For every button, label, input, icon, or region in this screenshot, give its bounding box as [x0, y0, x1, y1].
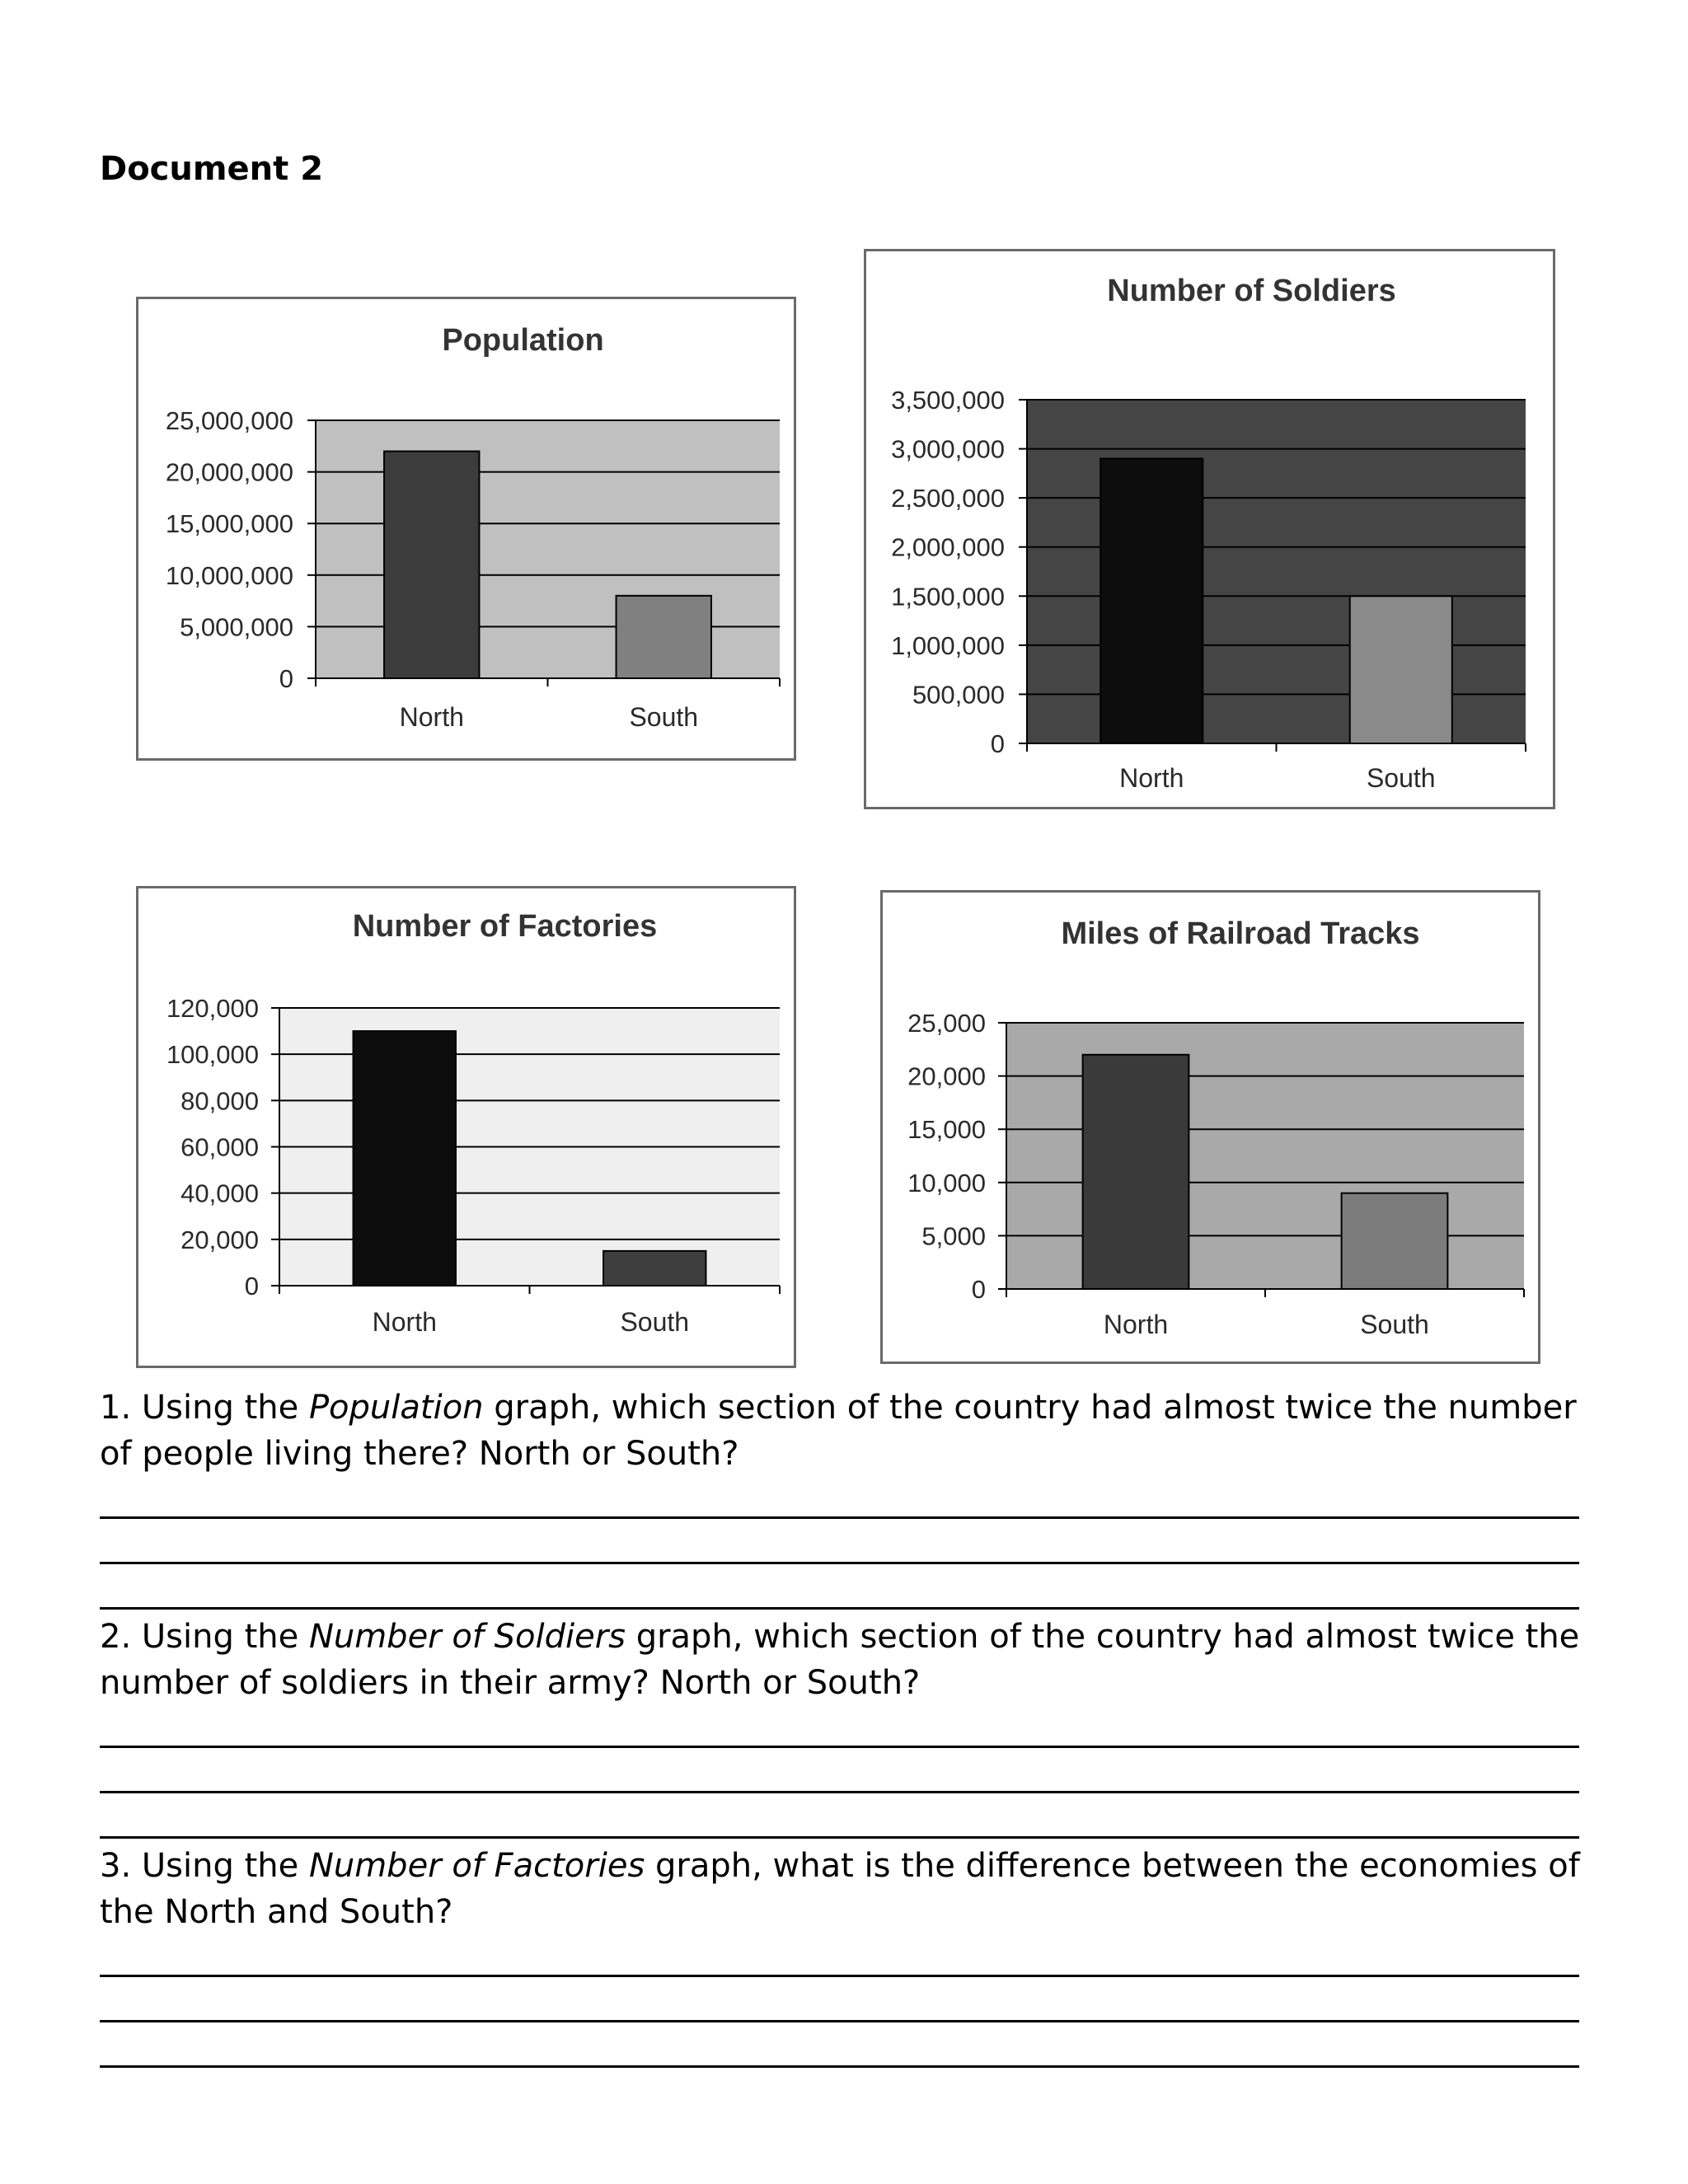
- chart-3-bar-north: [1083, 1055, 1189, 1289]
- question-2-text: graph, which section of the country had almost twice the number of soldiers in their army? North or South?: [100, 1618, 1580, 1702]
- chart-1-ytick-label: 500,000: [912, 680, 1005, 710]
- question-1-text: graph, which section of the country had almost twice the number of people living there? North or South?: [100, 1389, 1577, 1473]
- soldiers-chart-svg: [866, 251, 1558, 812]
- railroad-chart: [880, 890, 1540, 1364]
- answer-line-3c[interactable]: [100, 2065, 1579, 2068]
- answer-line-1c[interactable]: [100, 1607, 1579, 1610]
- chart-2-category-label: North: [372, 1307, 437, 1337]
- factories-chart-svg: [138, 888, 799, 1371]
- population-chart: [136, 297, 796, 761]
- railroad-chart-svg: [883, 893, 1543, 1366]
- question-1-graph-name: Population: [308, 1389, 484, 1427]
- chart-2-bar-south: [603, 1251, 706, 1286]
- answer-line-2c[interactable]: [100, 1836, 1579, 1839]
- page-title: Document 2: [100, 150, 324, 188]
- chart-0-category-label: North: [399, 702, 464, 732]
- question-3-prefix: 3. Using the: [100, 1847, 309, 1885]
- chart-2-ytick-label: 40,000: [181, 1179, 259, 1208]
- question-2-prefix: 2. Using the: [100, 1618, 309, 1656]
- question-3-text: graph, what is the difference between the economies of the North and South?: [100, 1847, 1580, 1931]
- chart-2-title: Number of Factories: [352, 909, 658, 944]
- soldiers-chart: [864, 249, 1555, 809]
- chart-2-ytick-label: 60,000: [181, 1132, 259, 1162]
- chart-0-bar-south: [617, 596, 711, 678]
- factories-chart: [136, 886, 796, 1368]
- chart-1-ytick-label: 1,500,000: [891, 582, 1005, 612]
- chart-3-ytick-label: 15,000: [907, 1115, 986, 1145]
- chart-3-ytick-label: 20,000: [907, 1062, 986, 1091]
- chart-3-bar-south: [1342, 1193, 1448, 1289]
- chart-3-category-label: South: [1360, 1310, 1429, 1339]
- chart-1-ytick-label: 2,500,000: [891, 484, 1005, 513]
- chart-3-category-label: North: [1103, 1310, 1169, 1339]
- answer-line-3b[interactable]: [100, 2020, 1579, 2022]
- population-chart-svg: [138, 299, 799, 763]
- chart-3-ytick-label: 25,000: [907, 1009, 986, 1038]
- question-3: [100, 1843, 1583, 1935]
- question-1: [100, 1385, 1583, 1477]
- chart-2-bar-north: [354, 1031, 456, 1286]
- chart-1-ytick-label: 0: [990, 729, 1005, 758]
- question-2: [100, 1614, 1583, 1706]
- chart-0-ytick-label: 10,000,000: [165, 560, 293, 590]
- chart-0-bar-north: [384, 452, 479, 678]
- question-3-graph-name: Number of Factories: [308, 1847, 645, 1885]
- chart-1-bar-south: [1350, 596, 1452, 743]
- answer-line-2a[interactable]: [100, 1746, 1579, 1748]
- answer-line-3a[interactable]: [100, 1975, 1579, 1977]
- answer-line-1a[interactable]: [100, 1516, 1579, 1519]
- question-2-graph-name: Number of Soldiers: [308, 1618, 626, 1656]
- chart-0-ytick-label: 25,000,000: [165, 406, 293, 435]
- chart-2-category-label: South: [620, 1307, 690, 1337]
- chart-1-ytick-label: 3,500,000: [891, 386, 1005, 415]
- chart-0-ytick-label: 0: [279, 664, 293, 693]
- answer-line-1b[interactable]: [100, 1562, 1579, 1564]
- chart-2-ytick-label: 100,000: [166, 1040, 259, 1070]
- chart-1-bar-north: [1100, 458, 1203, 743]
- chart-3-ytick-label: 0: [971, 1275, 986, 1304]
- chart-1-category-label: North: [1119, 763, 1184, 793]
- chart-3-ytick-label: 10,000: [907, 1168, 986, 1197]
- chart-0-title: Population: [442, 323, 604, 358]
- question-1-prefix: 1. Using the: [100, 1389, 309, 1427]
- chart-2-ytick-label: 20,000: [181, 1225, 259, 1254]
- chart-1-ytick-label: 2,000,000: [891, 532, 1005, 562]
- chart-0-ytick-label: 20,000,000: [165, 457, 293, 487]
- answer-line-2b[interactable]: [100, 1791, 1579, 1793]
- chart-2-ytick-label: 0: [244, 1272, 259, 1301]
- chart-0-category-label: South: [629, 702, 699, 732]
- chart-1-category-label: South: [1366, 763, 1436, 793]
- chart-0-ytick-label: 15,000,000: [165, 509, 293, 539]
- chart-1-ytick-label: 1,000,000: [891, 630, 1005, 660]
- chart-0-ytick-label: 5,000,000: [180, 612, 293, 642]
- chart-1-ytick-label: 3,000,000: [891, 434, 1005, 464]
- chart-2-ytick-label: 80,000: [181, 1086, 259, 1116]
- chart-3-title: Miles of Railroad Tracks: [1061, 916, 1420, 951]
- chart-2-ytick-label: 120,000: [166, 994, 259, 1023]
- chart-1-title: Number of Soldiers: [1107, 274, 1396, 308]
- chart-3-ytick-label: 5,000: [921, 1221, 986, 1251]
